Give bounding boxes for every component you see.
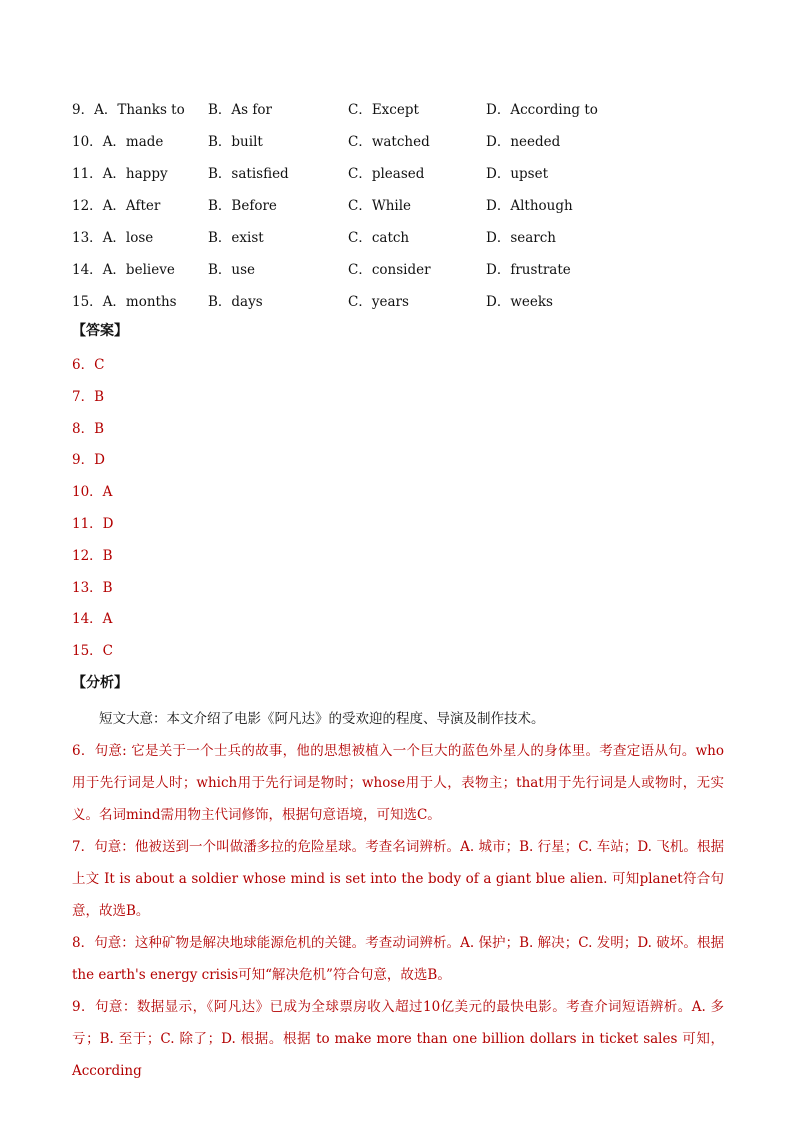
answer-item: 9．D (72, 452, 105, 469)
option-row (72, 226, 732, 258)
question-number: 10． (72, 134, 103, 150)
analysis-item: 8．句意：这种矿物是解决地球能源危机的关键。考查动词辨析。A. 保护；B. 解决；C. 发明；D. 破坏。根据the earth's energy crisis可知“解决危机”符合句意，故选B。 (72, 935, 724, 983)
option-d: D．frustrate (486, 262, 571, 278)
option-d: D．needed (486, 134, 561, 150)
answer-item: 15．C (72, 643, 114, 660)
option-d: D．upset (486, 166, 549, 182)
answer-item: 6．C (72, 357, 105, 373)
option-b: B．satisfied (208, 166, 289, 182)
option-a: 12．A．After (72, 198, 161, 214)
option-row (72, 130, 732, 162)
question-number: 12． (72, 198, 103, 214)
option-a: 11．A．happy (72, 166, 168, 182)
option-a: 14．A．believe (72, 262, 175, 278)
option-row (72, 162, 732, 194)
option-c: C．years (348, 294, 409, 310)
answer-item: 11．D (72, 515, 114, 532)
option-c: C．catch (348, 230, 410, 246)
analysis-body (72, 703, 724, 1087)
answer-list (72, 353, 114, 671)
option-row (72, 98, 732, 130)
option-b: B．built (208, 134, 263, 150)
option-d: D．weeks (486, 294, 553, 310)
answer-item: 14．A (72, 611, 113, 628)
option-row (72, 258, 732, 290)
answer-item: 12．B (72, 547, 113, 564)
question-number: 14． (72, 262, 103, 278)
option-c: C．pleased (348, 166, 425, 182)
question-number: 9． (72, 102, 95, 118)
option-row (72, 290, 732, 322)
answer-heading: 【答案】 (72, 323, 128, 339)
option-a: 13．A．lose (72, 230, 154, 246)
option-c: C．While (348, 198, 412, 214)
option-b: B．Before (208, 198, 277, 214)
option-b: B．As for (208, 102, 272, 118)
option-b: B．days (208, 294, 263, 310)
answer-item: 8．B (72, 420, 105, 437)
option-a: 9．A．Thanks to (72, 102, 185, 118)
answer-item: 13．B (72, 579, 113, 596)
option-a: 10．A．made (72, 134, 164, 150)
option-d: D．According to (486, 102, 598, 118)
option-a: 15．A．months (72, 294, 177, 310)
analysis-heading: 【分析】 (72, 675, 128, 691)
option-c: C．Except (348, 102, 419, 118)
analysis-item: 7．句意：他被送到一个叫做潘多拉的危险星球。考查名词辨析。A. 城市；B. 行星；C. 车站；D. 飞机。根据上文 It is about a soldier whose mind is set into the body of a giant blue alien. 可知planet符合句意，故选B。 (72, 839, 724, 919)
option-list (72, 98, 732, 322)
answer-item: 10．A (72, 484, 113, 501)
option-d: D．Although (486, 198, 573, 214)
question-number: 15． (72, 294, 103, 310)
option-d: D．search (486, 230, 556, 246)
question-number: 11． (72, 166, 103, 182)
answer-item: 7．B (72, 388, 105, 405)
option-c: C．consider (348, 262, 431, 278)
question-number: 13． (72, 230, 103, 246)
analysis-item: 9．句意：数据显示，《阿凡达》已成为全球票房收入超过10亿美元的最快电影。考查介词短语辨析。A. 多亏；B. 至于；C. 除了；D. 根据。根据 to make more than one billion dollars in ticket sales 可知，According (72, 999, 724, 1079)
option-row (72, 194, 732, 226)
option-c: C．watched (348, 134, 430, 150)
passage-summary: 短文大意：本文介绍了电影《阿凡达》的受欢迎的程度、导演及制作技术。 (99, 711, 545, 727)
option-b: B．exist (208, 230, 264, 246)
option-b: B．use (208, 262, 256, 278)
analysis-item: 6．句意: 它是关于一个士兵的故事，他的思想被植入一个巨大的蓝色外星人的身体里。考查定语从句。who用于先行词是人时；which用于先行词是物时；whose用于人，表物主；that用于先行词是人或物时，无实义。名词mind需用物主代词修饰，根据句意语境，可知选C。 (72, 743, 724, 823)
